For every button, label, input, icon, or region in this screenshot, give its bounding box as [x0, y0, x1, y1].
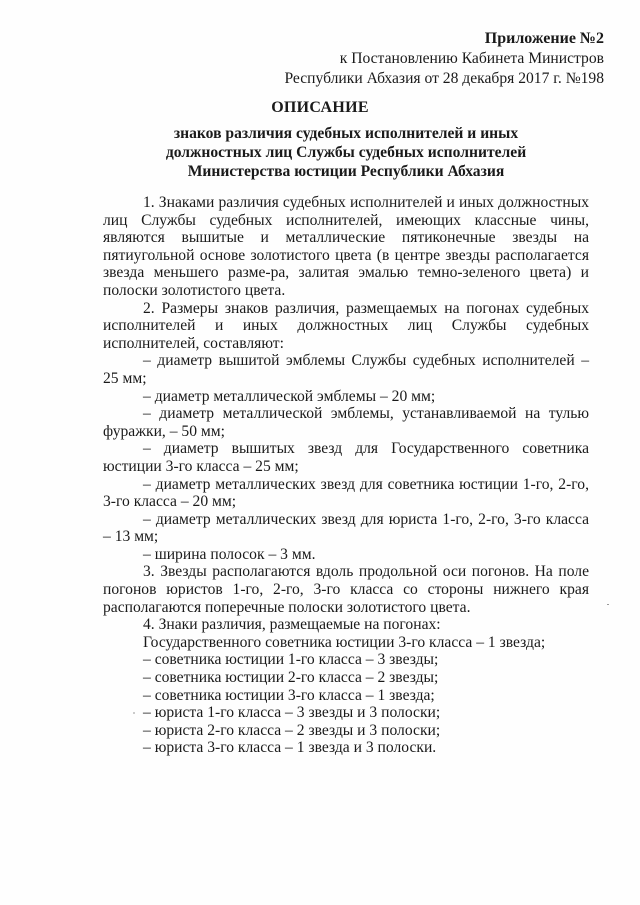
- document-subtitle: [103, 124, 589, 181]
- appendix-reference-line-1: к Постановлению Кабинета Министров: [339, 50, 604, 67]
- subtitle-line: Министерства юстиции Республики Абхазия: [187, 163, 505, 180]
- document-body: [103, 194, 589, 757]
- paragraph-1: 1. Знаками различия судебных исполнителей и иных должностных лиц Службы судебных исполнителей, имеющих классные чины, являются вышитые и металлические пятиконечные звезды на пятиугольной основе золотистого цвета (в центре звезды располагается звезда меньшего разме-ра, залитая эмалью темно-зеленого цвета) и полоски золотистого цвета.: [103, 194, 589, 299]
- insignia-item: – советника юстиции 2-го класса – 2 звезды;: [143, 669, 439, 687]
- size-item: – диаметр вышитых звезд для Государственного советника юстиции 3-го класса – 25 мм;: [103, 440, 589, 475]
- appendix-reference-line-2: Республики Абхазия от 28 декабря 2017 г. №198: [284, 70, 604, 87]
- size-item: – диаметр металлических звезд для юриста 1-го, 2-го, 3-го класса – 13 мм;: [103, 510, 589, 546]
- appendix-header: [284, 29, 604, 89]
- insignia-item: – советника юстиции 1-го класса – 3 звезды;: [143, 651, 439, 669]
- scan-speck: [607, 604, 609, 605]
- paragraph-3: 3. Звезды располагаются вдоль продольной оси погонов. На поле погонов юристов 1-го, 2-го, 3-го класса со стороны нижнего края располагаются поперечные полоски золотистого цвета.: [103, 563, 589, 616]
- subtitle-line: должностных лиц Службы судебных исполнителей: [165, 144, 527, 161]
- insignia-item: – юриста 1-го класса – 3 звезды и 3 полоски;: [143, 704, 441, 722]
- subtitle-line: знаков различия судебных исполнителей и иных: [173, 125, 519, 142]
- size-item: – диаметр металлической эмблемы – 20 мм;: [143, 387, 436, 405]
- scan-speck: [133, 712, 135, 714]
- appendix-title: Приложение №2: [484, 30, 604, 47]
- insignia-item: – советника юстиции 3-го класса – 1 звезда;: [143, 686, 435, 704]
- size-item: – диаметр металлических звезд для советника юстиции 1-го, 2-го, 3-го класса – 20 мм;: [103, 475, 589, 511]
- insignia-item: Государственного советника юстиции 3-го класса – 1 звезда;: [143, 633, 546, 651]
- document-title: ОПИСАНИЕ: [271, 99, 369, 116]
- size-item: – диаметр металлической эмблемы, устанавливаемой на тулью фуражки, – 50 мм;: [103, 405, 589, 440]
- insignia-item: – юриста 3-го класса – 1 звезда и 3 полоски.: [143, 739, 437, 757]
- size-item: – ширина полосок – 3 мм.: [143, 545, 316, 563]
- size-item: – диаметр вышитой эмблемы Службы судебных исполнителей – 25 мм;: [103, 352, 589, 387]
- insignia-item: – юриста 2-го класса – 2 звезды и 3 полоски;: [143, 721, 441, 739]
- paragraph-2: 2. Размеры знаков различия, размещаемых на погонах судебных исполнителей и иных должностных лиц Службы судебных исполнителей, составляют:: [103, 299, 589, 352]
- paragraph-4: 4. Знаки различия, размещаемые на погонах:: [143, 616, 441, 634]
